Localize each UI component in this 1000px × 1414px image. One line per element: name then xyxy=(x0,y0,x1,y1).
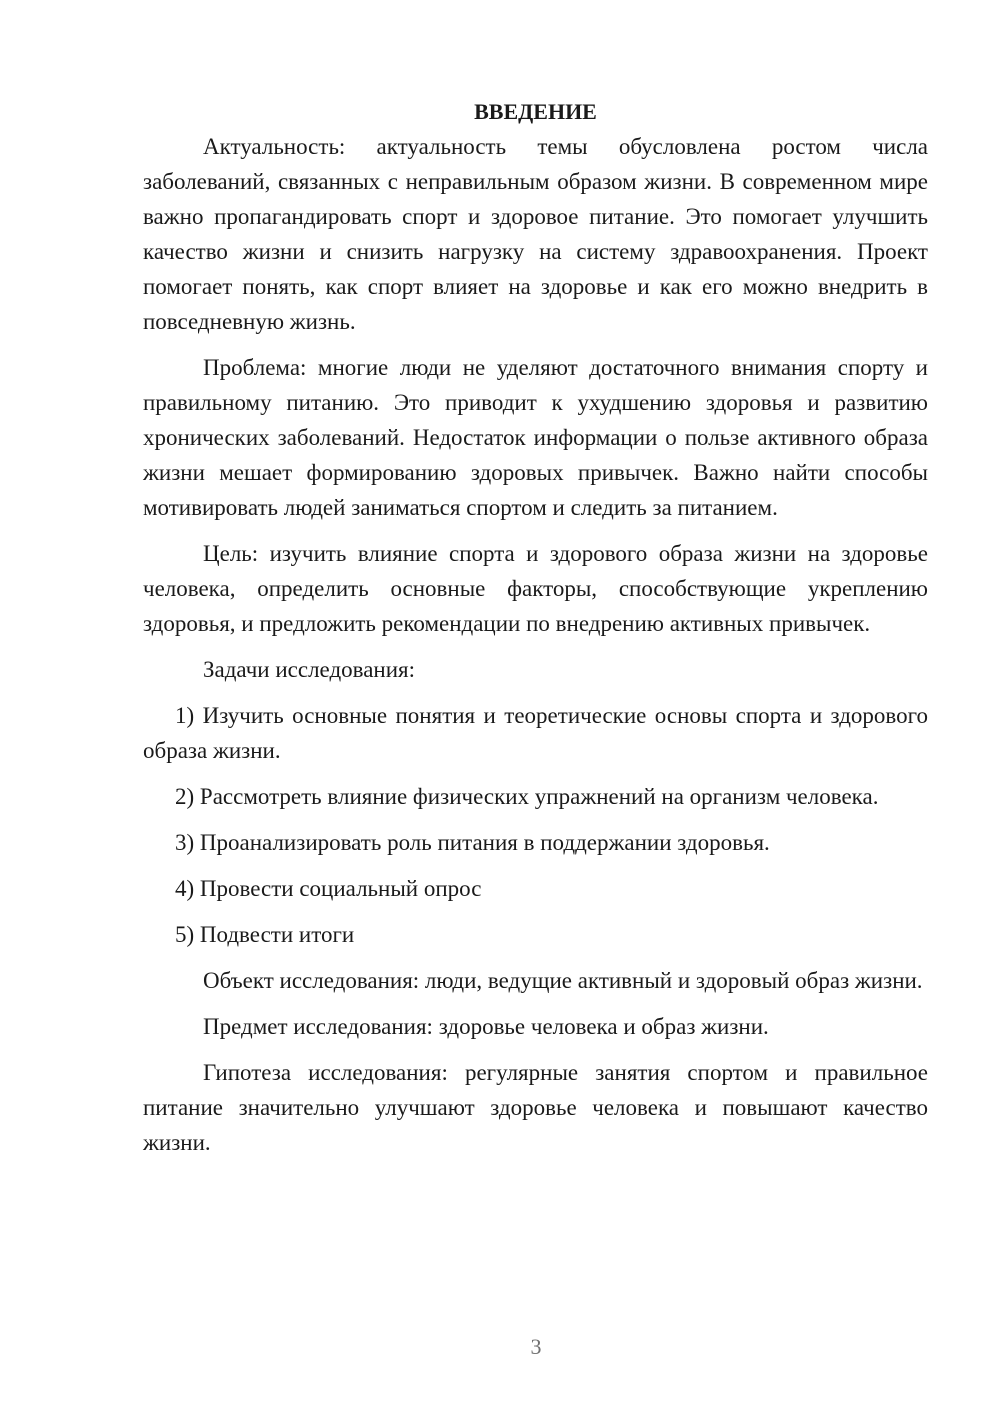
paragraph-goal: Цель: изучить влияние спорта и здорового образа жизни на здоровье человека, определить основные факторы, способствующие укреплению здоровья, и предложить рекомендации по внедрению активных привычек. xyxy=(143,541,928,636)
task-item-2: 2) Рассмотреть влияние физических упражнений на организм человека. xyxy=(175,784,879,809)
page-number: 3 xyxy=(530,1334,542,1359)
task-item-3: 3) Проанализировать роль питания в поддержании здоровья. xyxy=(175,830,770,855)
paragraph-subject: Предмет исследования: здоровье человека и образ жизни. xyxy=(203,1014,769,1039)
task-item-1: 1) Изучить основные понятия и теоретические основы спорта и здорового образа жизни. xyxy=(143,703,928,763)
page-title: ВВЕДЕНИЕ xyxy=(474,99,597,124)
task-item-5: 5) Подвести итоги xyxy=(175,922,355,947)
paragraph-hypothesis: Гипотеза исследования: регулярные занятия спортом и правильное питание значительно улучшают здоровье человека и повышают качество жизни. xyxy=(143,1060,928,1155)
task-item-4: 4) Провести социальный опрос xyxy=(175,876,482,901)
paragraph-problem: Проблема: многие люди не уделяют достаточного внимания спорту и правильному питанию. Это приводит к ухудшению здоровья и развитию хронических заболеваний. Недостаток информации о пользе активного образа жизни мешает формированию здоровых привычек. Важно найти способы мотивировать людей заниматься спортом и следить за питанием. xyxy=(143,355,928,520)
paragraph-object: Объект исследования: люди, ведущие активный и здоровый образ жизни. xyxy=(203,968,923,993)
paragraph-relevance: Актуальность: актуальность темы обусловлена ростом числа заболеваний, связанных с неправильным образом жизни. В современном мире важно пропагандировать спорт и здоровое питание. Это помогает улучшить качество жизни и снизить нагрузку на систему здравоохранения. Проект помогает понять, как спорт влияет на здоровье и как его можно внедрить в повседневную жизнь. xyxy=(143,134,928,334)
document-body xyxy=(143,96,928,1171)
paragraph-tasks-heading: Задачи исследования: xyxy=(203,657,416,682)
